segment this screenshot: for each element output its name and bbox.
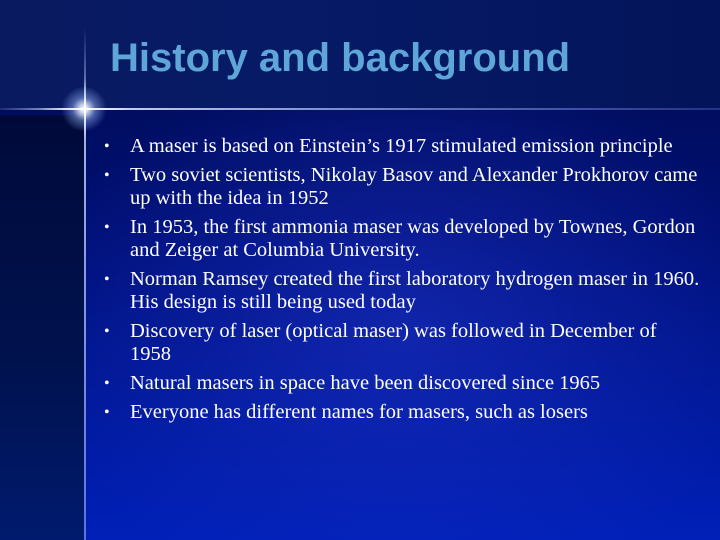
bullet-item bbox=[102, 372, 702, 395]
bullet-text: In 1953, the first ammonia maser was developed by Townes, Gordon and Zeiger at Columbia University. bbox=[130, 216, 696, 261]
bullet-item bbox=[102, 268, 702, 314]
bullet-item bbox=[102, 320, 702, 366]
bullet-text: Two soviet scientists, Nikolay Basov and Alexander Prokhorov came up with the idea in 1952 bbox=[130, 164, 698, 209]
bullet-item bbox=[102, 164, 702, 210]
bullet-dot-icon: • bbox=[104, 323, 110, 340]
lens-flare-vertical-ray bbox=[84, 78, 86, 140]
bullet-item bbox=[102, 401, 702, 424]
bullet-text: A maser is based on Einstein’s 1917 stimulated emission principle bbox=[130, 135, 673, 157]
bullet-list bbox=[102, 135, 702, 430]
bullet-text: Norman Ramsey created the first laboratory hydrogen maser in 1960. His design is still being used today bbox=[130, 268, 700, 313]
bullet-text: Natural masers in space have been discovered since 1965 bbox=[130, 372, 601, 394]
bullet-dot-icon: • bbox=[104, 271, 110, 288]
bullet-text: Everyone has different names for masers, such as losers bbox=[130, 401, 588, 423]
bullet-item bbox=[102, 216, 702, 262]
bullet-dot-icon: • bbox=[104, 167, 110, 184]
bullet-item bbox=[102, 135, 702, 158]
left-decor-band bbox=[0, 115, 84, 540]
bullet-dot-icon: • bbox=[104, 404, 110, 421]
bullet-dot-icon: • bbox=[104, 138, 110, 155]
bullet-dot-icon: • bbox=[104, 375, 110, 392]
bullet-text: Discovery of laser (optical maser) was followed in December of 1958 bbox=[130, 320, 657, 365]
bullet-dot-icon: • bbox=[104, 219, 110, 236]
slide-title: History and background bbox=[110, 36, 571, 80]
